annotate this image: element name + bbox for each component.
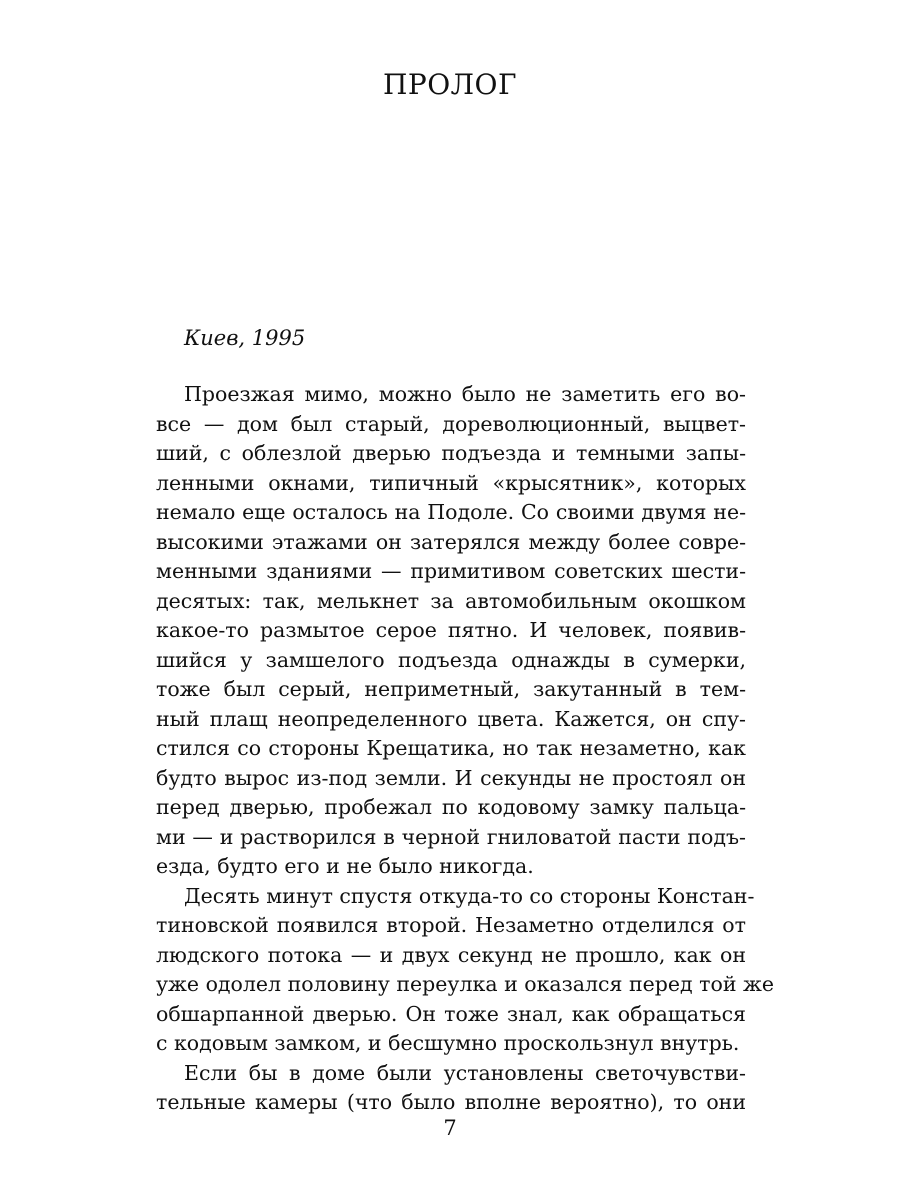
text-line: езда, будто его и не было никогда. bbox=[156, 854, 534, 878]
text-line: Проезжая мимо, можно было не заметить его во- bbox=[184, 382, 746, 406]
text-line: ми — и растворился в черной гниловатой пасти подъ- bbox=[156, 824, 746, 849]
text-line: Если бы в доме были установлены светочувстви- bbox=[184, 1060, 746, 1085]
page-number: 7 bbox=[443, 1116, 457, 1140]
text-line: ший, с облезлой дверью подъезда и темными запы- bbox=[156, 441, 746, 465]
text-line: ный плащ неопределенного цвета. Кажется, он спу- bbox=[156, 706, 746, 731]
text-line: перед дверью, пробежал по кодовому замку пальца- bbox=[156, 795, 746, 819]
dateline: Киев, 1995 bbox=[184, 326, 306, 350]
text-line: десятых: так, мелькнет за автомобильным окошком bbox=[156, 588, 746, 613]
text-line: с кодовым замком, и бесшумно проскользнул внутрь. bbox=[156, 1031, 740, 1055]
text-line: тиновской появился второй. Незаметно отделился от bbox=[156, 913, 746, 937]
text-line: Десять минут спустя откуда-то со стороны Констан- bbox=[184, 883, 755, 908]
text-line: тоже был серый, неприметный, закутанный в тем- bbox=[156, 677, 746, 701]
body-text bbox=[156, 380, 775, 1118]
text-line: стился со стороны Крещатика, но так незаметно, как bbox=[156, 736, 746, 760]
text-line: немало еще осталось на Подоле. Со своими двумя не- bbox=[156, 500, 746, 524]
text-line: шийся у замшелого подъезда однажды в сумерки, bbox=[156, 647, 746, 672]
text-line: менными зданиями — примитивом советских шести- bbox=[156, 559, 746, 583]
text-line: тельные камеры (что было вполне вероятно), то они bbox=[156, 1090, 746, 1114]
text-line: высокими этажами он затерялся между более совре- bbox=[156, 529, 746, 554]
text-line: будто вырос из-под земли. И секунды не простоял он bbox=[156, 765, 746, 790]
chapter-title: ПРОЛОГ bbox=[382, 68, 518, 101]
text-line: уже одолел половину переулка и оказался перед той же bbox=[156, 972, 775, 996]
text-line: обшарпанной дверью. Он тоже знал, как обращаться bbox=[156, 1001, 746, 1026]
text-line: все — дом был старый, дореволюционный, выцвет- bbox=[156, 411, 746, 436]
text-line: ленными окнами, типичный «крысятник», которых bbox=[156, 470, 746, 495]
text-line: людского потока — и двух секунд не прошло, как он bbox=[156, 942, 746, 967]
text-line: какое-то размытое серое пятно. И человек, появив- bbox=[156, 618, 746, 642]
